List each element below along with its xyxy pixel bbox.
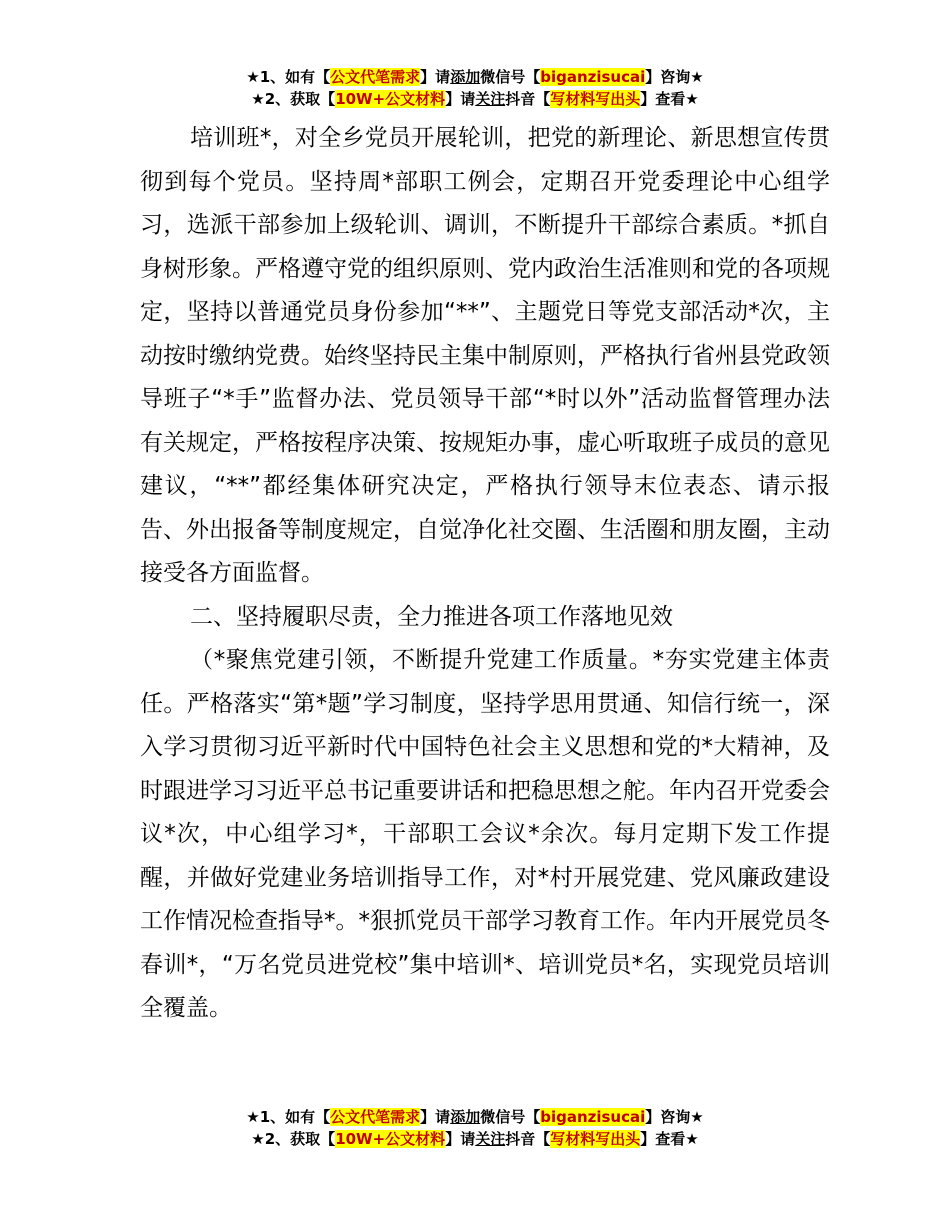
promo-line-2	[0, 88, 950, 110]
promo-line-1	[0, 1106, 950, 1128]
promo-banner-bottom	[0, 1106, 950, 1150]
promo-line-2	[0, 1128, 950, 1150]
promo-highlight: 公文代笔需求	[330, 1108, 421, 1126]
promo-highlight: biganzisucai	[540, 68, 646, 86]
promo-underlined-text: 关注	[475, 90, 506, 108]
promo-text: 微信号【	[480, 1108, 541, 1126]
body-paragraph: （*聚焦党建引领，不断提升党建工作质量。*夯实党建主体责任。严格落实“第*题”学习制度，坚持学思用贯通、知信行统一，深入学习贯彻习近平新时代中国特色社会主义思想和党的*大精神，及时跟进学习习近平总书记重要讲话和把稳思想之舵。年内召开党委会议*次，中心组学习*，干部职工会议*余次。每月定期下发工作提醒，并做好党建业务培训指导工作，对*村开展党建、党风廉政建设工作情况检查指导*。*狠抓党员干部学习教育工作。年内开展党员冬春训*，“万名党员进党校”集中培训*、培训党员*名，实现党员培训全覆盖。	[140, 647, 830, 1021]
promo-text: ★1、如有【	[246, 1108, 331, 1126]
promo-text: 】咨询★	[645, 68, 704, 86]
promo-banner-top	[0, 66, 950, 110]
promo-underlined-text: 关注	[475, 1130, 506, 1148]
promo-highlight: 写材料写出头	[550, 1130, 641, 1148]
promo-line-1	[0, 66, 950, 88]
promo-text: ★1、如有【	[246, 68, 331, 86]
promo-text: ★2、获取【	[251, 1130, 336, 1148]
body-paragraph: 培训班*，对全乡党员开展轮训，把党的新理论、新思想宣传贯彻到每个党员。坚持周*部职工例会，定期召开党委理论中心组学习，选派干部参加上级轮训、调训，不断提升干部综合素质。*抓自身树形象。严格遵守党的组织原则、党内政治生活准则和党的各项规定，坚持以普通党员身份参加“**”、主题党日等党支部活动*次，主动按时缴纳党费。始终坚持民主集中制原则，严格执行省州县党政领导班子“*手”监督办法、党员领导干部“*时以外”活动监督管理办法有关规定，严格按程序决策、按规矩办事，虚心听取班子成员的意见建议，“**”都经集体研究决定，严格执行领导末位表态、请示报告、外出报备等制度规定，自觉净化社交圈、生活圈和朋友圈，主动接受各方面监督。	[140, 125, 830, 586]
promo-text: 】查看★	[640, 90, 699, 108]
promo-text: ★2、获取【	[251, 90, 336, 108]
document-body	[140, 117, 830, 1031]
promo-text: 抖音【	[505, 1130, 551, 1148]
promo-highlight: 10W+公文材料	[335, 1130, 446, 1148]
promo-underlined-text: 添加	[450, 1108, 481, 1126]
promo-text: 】请	[420, 68, 451, 86]
section-heading: 二、坚持履职尽责，全力推进各项工作落地见效	[190, 603, 673, 630]
promo-text: 】请	[445, 1130, 476, 1148]
promo-text: 微信号【	[480, 68, 541, 86]
promo-text: 】请	[420, 1108, 451, 1126]
promo-underlined-text: 添加	[450, 68, 481, 86]
promo-text: 】咨询★	[645, 1108, 704, 1126]
promo-highlight: 写材料写出头	[550, 90, 641, 108]
promo-highlight: 10W+公文材料	[335, 90, 446, 108]
promo-highlight: 公文代笔需求	[330, 68, 421, 86]
promo-text: 】请	[445, 90, 476, 108]
promo-text: 】查看★	[640, 1130, 699, 1148]
promo-highlight: biganzisucai	[540, 1108, 646, 1126]
promo-text: 抖音【	[505, 90, 551, 108]
